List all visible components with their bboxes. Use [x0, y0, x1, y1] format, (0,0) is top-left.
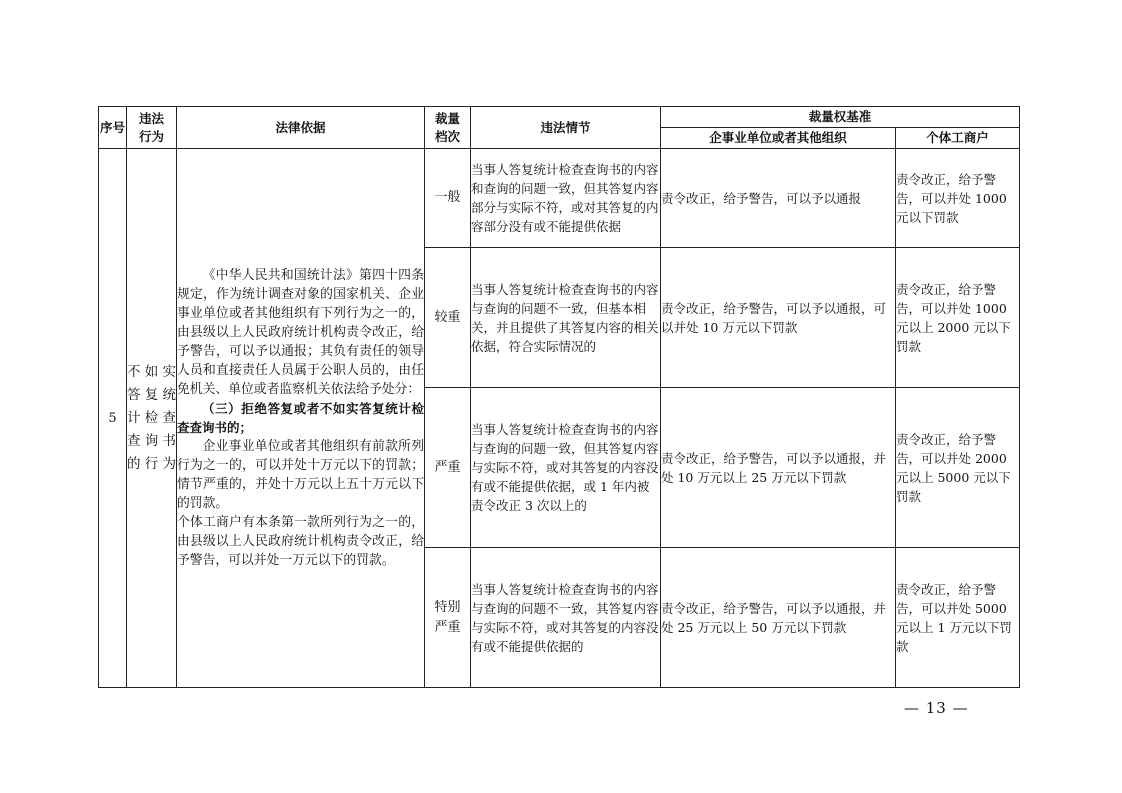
grade-level: 特别严重: [425, 548, 471, 688]
grade-enterprise-penalty: 责令改正，给予警告，可以予以通报，可以并处 10 万元以下罚款: [661, 248, 896, 388]
header-circumstance: 违法情节: [471, 107, 661, 149]
legal-basis: [177, 149, 425, 688]
header-individual: 个体工商户: [896, 128, 1020, 149]
grade-row: [99, 149, 1020, 248]
grade-level: 较重: [425, 248, 471, 388]
header-basis: 法律依据: [177, 107, 425, 149]
violation-act: 不如实答复统计检查查询书的行为: [127, 149, 177, 688]
grade-circumstance: 当事人答复统计检查查询书的内容和查询的问题一致，但其答复内容部分与实际不符，或对其答复的内容部分没有或不能提供依据: [471, 149, 661, 248]
page-number: — 13 —: [904, 699, 969, 717]
penalty-table: [98, 106, 1020, 688]
basis-item-three: （三）拒绝答复或者不如实答复统计检查查询书的；: [177, 401, 424, 435]
grade-level: 严重: [425, 388, 471, 548]
header-standard: 裁量权基准: [661, 107, 1020, 128]
grade-circumstance: 当事人答复统计检查查询书的内容与查询的问题不一致，但基本相关，并且提供了其答复内容的相关依据，符合实际情况的: [471, 248, 661, 388]
grade-circumstance: 当事人答复统计检查查询书的内容与查询的问题不一致，其答复内容与实际不符，或对其答复的内容没有或不能提供依据的: [471, 548, 661, 688]
grade-individual-penalty: 责令改正，给予警告，可以并处 1000 元以上 2000 元以下罚款: [896, 248, 1020, 388]
grade-level: 一般: [425, 149, 471, 248]
grade-enterprise-penalty: 责令改正，给予警告，可以予以通报: [661, 149, 896, 248]
grade-enterprise-penalty: 责令改正，给予警告，可以予以通报，并处 10 万元以上 25 万元以下罚款: [661, 388, 896, 548]
basis-paragraph: 个体工商户有本条第一款所列行为之一的，由县级以上人民政府统计机构责令改正，给予警告，可以并处一万元以下的罚款。: [177, 515, 424, 568]
header-no: 序号: [99, 107, 127, 149]
header-level: 裁量档次: [425, 107, 471, 149]
basis-paragraph: 《中华人民共和国统计法》第四十四条规定，作为统计调查对象的国家机关、企业事业单位或者其他组织有下列行为之一的，由县级以上人民政府统计机构责令改正，给予警告，可以予以通报；其负有责任的领导人员和直接责任人员属于公职人员的，由任免机关、单位或者监察机关依法给予处分：: [177, 268, 424, 397]
row-number: 5: [99, 149, 127, 688]
header-act: 违法行为: [127, 107, 177, 149]
grade-individual-penalty: 责令改正，给予警告，可以并处 5000 元以上 1 万元以下罚款: [896, 548, 1020, 688]
basis-paragraph: 企业事业单位或者其他组织有前款所列行为之一的，可以并处十万元以下的罚款；情节严重的，并处十万元以上五十万元以下的罚款。: [177, 439, 424, 511]
header-enterprise: 企事业单位或者其他组织: [661, 128, 896, 149]
grade-individual-penalty: 责令改正，给予警告，可以并处 2000 元以上 5000 元以下罚款: [896, 388, 1020, 548]
grade-circumstance: 当事人答复统计检查查询书的内容与查询的问题一致，但其答复内容与实际不符，或对其答复的内容没有或不能提供依据，或 1 年内被责令改正 3 次以上的: [471, 388, 661, 548]
grade-enterprise-penalty: 责令改正，给予警告，可以予以通报，并处 25 万元以上 50 万元以下罚款: [661, 548, 896, 688]
grade-individual-penalty: 责令改正，给予警告，可以并处 1000 元以下罚款: [896, 149, 1020, 248]
